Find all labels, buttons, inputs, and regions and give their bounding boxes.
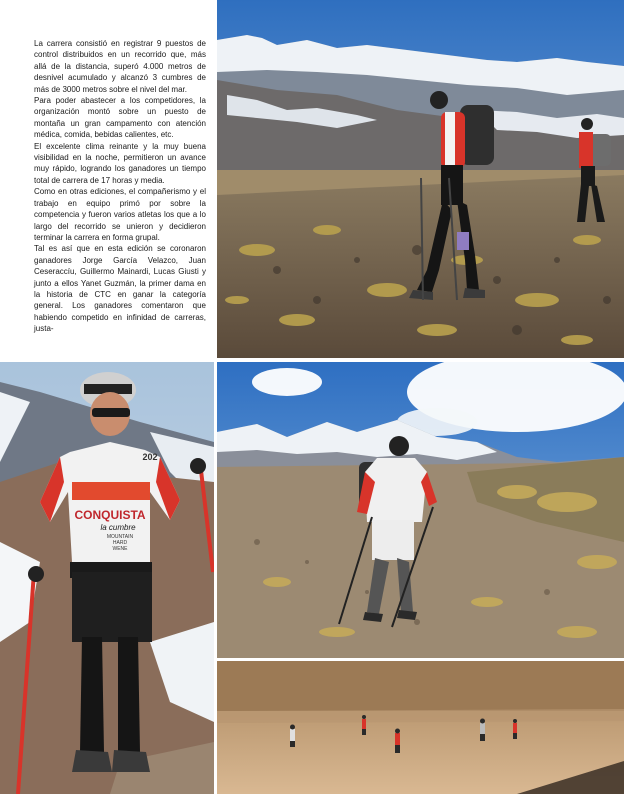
article-text [34, 38, 206, 335]
photo-hiker-poles [217, 362, 624, 658]
shirt-brand-text: CONQUISTA [74, 508, 146, 522]
article-paragraph-2: Para poder abastecer a los competidores, la organización montó sobre un puesto de montaña un gran campamento con atención médica, comida, bebidas calientes, etc. [34, 96, 206, 140]
shirt-sub-text: la cumbre [100, 523, 136, 532]
article-paragraph-4: Como en otras ediciones, el compañerismo y el trabajo en equipo primó por sobre la competencia y fueron varios atletas los que a lo largo del recorrido se unieron y decidieron terminar la carrera en forma grupal. [34, 187, 206, 242]
bib-number: 202 [142, 452, 158, 462]
article-paragraph-3: El excelente clima reinante y la muy buena visibilidad en la noche, permitieron un avance muy rápido, logrando los ganadores un tiempo total de carrera de 17 horas y media. [34, 141, 206, 185]
gutter-horizontal [0, 358, 624, 362]
article-paragraph-1: La carrera consistió en registrar 9 puestos de control distribuidos en un recorrido que, más allá de la distancia, superó 4.000 metros de desnivel acumulado y alcanzó 3 cumbres de más de 3000 metros sobre el nivel del mar. [34, 39, 206, 94]
article-paragraph-5: Tal es así que en esta edición se coronaron ganadores Jorge García Velazco, Juan Ceseraccíu, Guillermo Mainardi, Lucas Giusti y junto a ellos Yanet Guzmán, la primer dama en la historia de CTC en ganar la categoría general. Los ganadores comentaron que habiendo competido en infinidad de carreras, justa- [34, 244, 206, 334]
shirt-line5-text: WENE [112, 546, 128, 552]
shirt-line3-text: MOUNTAIN [106, 534, 134, 540]
photo-runner-portrait [0, 362, 214, 794]
photo-group-sand-plain [217, 661, 624, 794]
shirt-line4-text: HARD [112, 540, 128, 546]
gutter-vertical [214, 0, 217, 794]
photo-hikers-snowy-range [217, 0, 624, 358]
